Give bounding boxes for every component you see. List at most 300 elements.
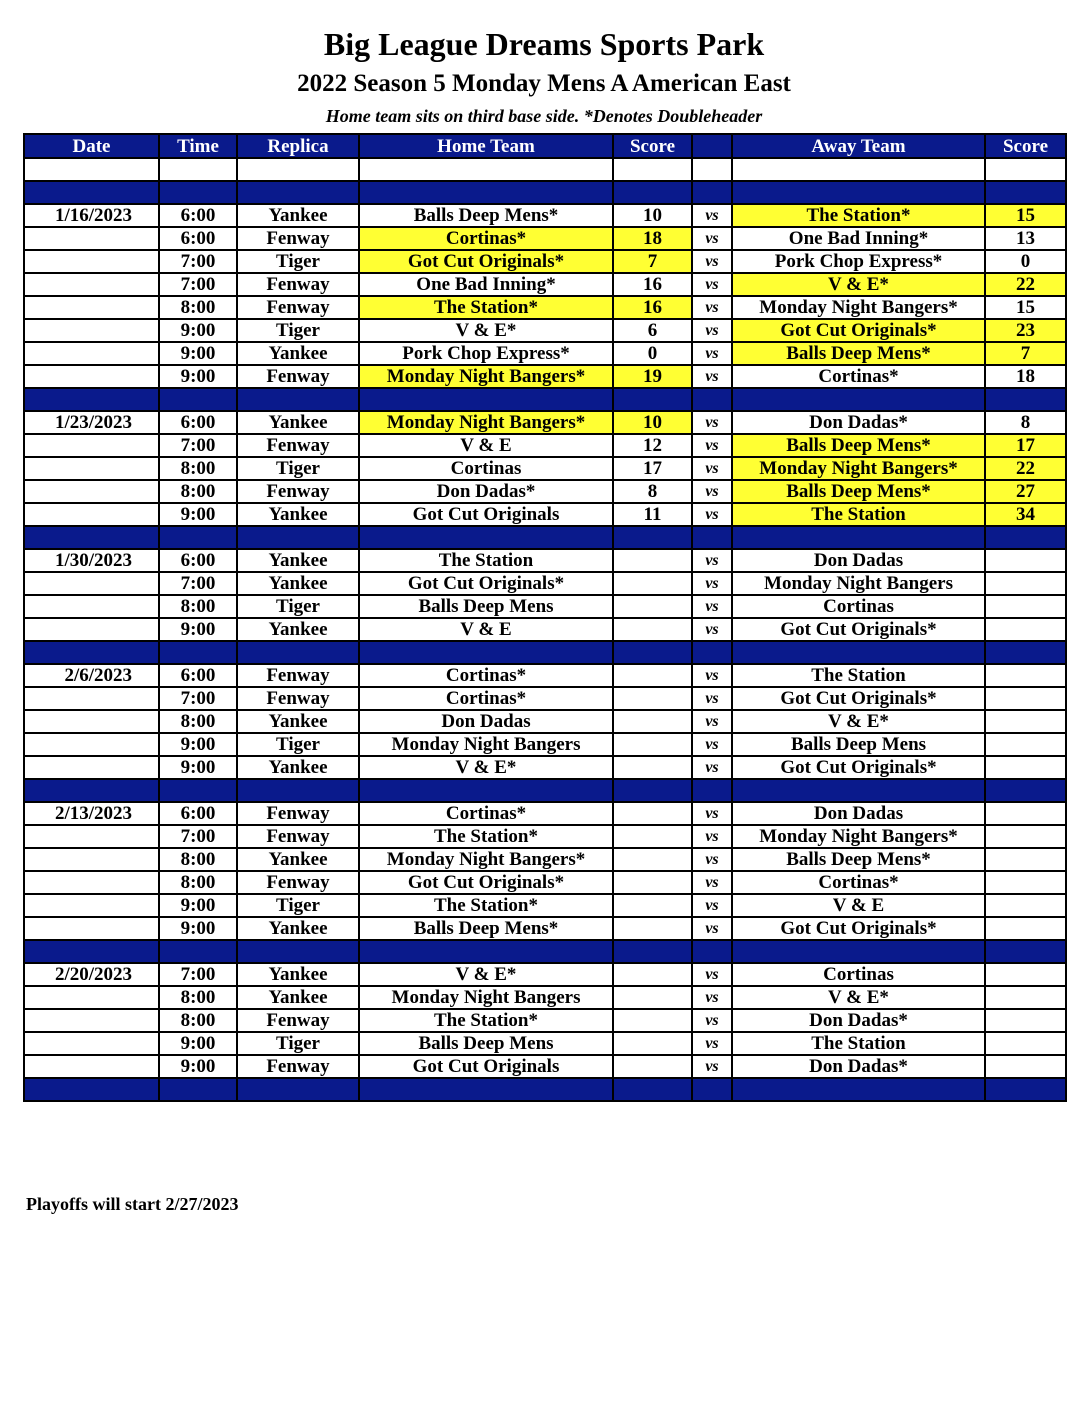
away-score-cell: 13 [985, 227, 1066, 250]
away-team-cell: Don Dadas* [732, 1009, 985, 1032]
date-cell [24, 319, 159, 342]
away-score-cell: 18 [985, 365, 1066, 388]
away-team-cell: One Bad Inning* [732, 227, 985, 250]
away-team-cell: Don Dadas [732, 549, 985, 572]
week-separator-row [24, 940, 1066, 963]
vs-cell: vs [692, 1032, 732, 1055]
game-row [24, 296, 1066, 319]
vs-cell: vs [692, 273, 732, 296]
separator-cell [159, 1078, 237, 1101]
vs-cell: vs [692, 342, 732, 365]
time-cell: 9:00 [159, 733, 237, 756]
vs-cell: vs [692, 618, 732, 641]
game-row [24, 595, 1066, 618]
game-row [24, 1009, 1066, 1032]
home-score-cell [613, 595, 692, 618]
separator-cell [985, 940, 1066, 963]
separator-cell [613, 940, 692, 963]
separator-cell [692, 526, 732, 549]
time-cell: 7:00 [159, 825, 237, 848]
separator-cell [159, 641, 237, 664]
game-row [24, 687, 1066, 710]
date-cell [24, 227, 159, 250]
game-row [24, 710, 1066, 733]
away-team-cell: V & E [732, 894, 985, 917]
separator-cell [24, 641, 159, 664]
home-team-cell: Got Cut Originals* [359, 572, 613, 595]
replica-cell: Fenway [237, 227, 359, 250]
home-team-cell: One Bad Inning* [359, 273, 613, 296]
separator-cell [732, 940, 985, 963]
game-row [24, 756, 1066, 779]
vs-cell: vs [692, 1009, 732, 1032]
date-cell [24, 917, 159, 940]
separator-cell [732, 388, 985, 411]
time-cell: 6:00 [159, 227, 237, 250]
replica-cell: Fenway [237, 802, 359, 825]
time-cell: 7:00 [159, 963, 237, 986]
separator-cell [24, 779, 159, 802]
separator-cell [613, 779, 692, 802]
game-row [24, 871, 1066, 894]
home-score-cell: 8 [613, 480, 692, 503]
home-team-cell: Monday Night Bangers [359, 986, 613, 1009]
col-header-away-team: Away Team [732, 134, 985, 158]
game-row [24, 549, 1066, 572]
game-row [24, 503, 1066, 526]
date-cell [24, 250, 159, 273]
home-score-cell [613, 1032, 692, 1055]
home-score-cell: 7 [613, 250, 692, 273]
time-cell: 8:00 [159, 848, 237, 871]
game-row [24, 1032, 1066, 1055]
blank-cell [359, 158, 613, 181]
separator-cell [985, 779, 1066, 802]
home-team-cell: Monday Night Bangers [359, 733, 613, 756]
time-cell: 7:00 [159, 250, 237, 273]
game-row [24, 917, 1066, 940]
vs-cell: vs [692, 917, 732, 940]
away-score-cell [985, 756, 1066, 779]
separator-cell [237, 181, 359, 204]
separator-cell [159, 181, 237, 204]
home-score-cell: 16 [613, 273, 692, 296]
time-cell: 8:00 [159, 710, 237, 733]
home-score-cell [613, 894, 692, 917]
away-score-cell [985, 618, 1066, 641]
col-header-replica: Replica [237, 134, 359, 158]
blank-cell [24, 158, 159, 181]
away-team-cell: The Station [732, 664, 985, 687]
replica-cell: Fenway [237, 480, 359, 503]
home-team-cell: The Station* [359, 296, 613, 319]
away-team-cell: Cortinas* [732, 871, 985, 894]
away-team-cell: Got Cut Originals* [732, 917, 985, 940]
replica-cell: Yankee [237, 618, 359, 641]
home-team-cell: Pork Chop Express* [359, 342, 613, 365]
date-cell [24, 825, 159, 848]
away-team-cell: Balls Deep Mens [732, 733, 985, 756]
away-score-cell [985, 549, 1066, 572]
separator-cell [732, 1078, 985, 1101]
vs-cell: vs [692, 503, 732, 526]
home-score-cell: 19 [613, 365, 692, 388]
game-row [24, 618, 1066, 641]
time-cell: 6:00 [159, 204, 237, 227]
home-score-cell [613, 572, 692, 595]
game-row [24, 342, 1066, 365]
vs-cell: vs [692, 687, 732, 710]
time-cell: 6:00 [159, 549, 237, 572]
away-team-cell: Balls Deep Mens* [732, 342, 985, 365]
separator-cell [359, 779, 613, 802]
home-team-cell: Cortinas* [359, 664, 613, 687]
game-row [24, 411, 1066, 434]
away-score-cell: 22 [985, 273, 1066, 296]
game-row [24, 365, 1066, 388]
game-row [24, 733, 1066, 756]
time-cell: 7:00 [159, 434, 237, 457]
home-team-cell: V & E [359, 434, 613, 457]
game-row [24, 963, 1066, 986]
away-team-cell: Cortinas* [732, 365, 985, 388]
separator-cell [237, 641, 359, 664]
date-cell: 1/30/2023 [24, 549, 159, 572]
home-score-cell [613, 802, 692, 825]
away-score-cell: 8 [985, 411, 1066, 434]
separator-cell [359, 181, 613, 204]
separator-cell [732, 779, 985, 802]
page-title: Big League Dreams Sports Park [323, 26, 765, 62]
replica-cell: Yankee [237, 710, 359, 733]
vs-cell: vs [692, 894, 732, 917]
date-cell [24, 1032, 159, 1055]
date-cell [24, 503, 159, 526]
date-cell [24, 296, 159, 319]
separator-cell [359, 940, 613, 963]
time-cell: 9:00 [159, 503, 237, 526]
away-team-cell: V & E* [732, 986, 985, 1009]
home-score-cell [613, 549, 692, 572]
date-cell [24, 687, 159, 710]
vs-cell: vs [692, 365, 732, 388]
schedule-table [23, 133, 1067, 1102]
separator-cell [359, 1078, 613, 1101]
home-score-cell: 12 [613, 434, 692, 457]
away-score-cell: 17 [985, 434, 1066, 457]
replica-cell: Fenway [237, 296, 359, 319]
away-score-cell: 7 [985, 342, 1066, 365]
away-score-cell [985, 1032, 1066, 1055]
away-team-cell: Monday Night Bangers [732, 572, 985, 595]
vs-cell: vs [692, 595, 732, 618]
home-score-cell: 16 [613, 296, 692, 319]
vs-cell: vs [692, 756, 732, 779]
date-cell: 2/6/2023 [24, 664, 159, 687]
blank-cell [732, 158, 985, 181]
date-cell [24, 1009, 159, 1032]
away-score-cell [985, 871, 1066, 894]
game-row [24, 434, 1066, 457]
away-team-cell: The Station* [732, 204, 985, 227]
replica-cell: Yankee [237, 342, 359, 365]
time-cell: 9:00 [159, 917, 237, 940]
away-team-cell: Don Dadas [732, 802, 985, 825]
away-score-cell: 22 [985, 457, 1066, 480]
game-row [24, 319, 1066, 342]
home-team-cell: The Station [359, 549, 613, 572]
date-cell [24, 365, 159, 388]
separator-cell [359, 526, 613, 549]
blank-cell [613, 158, 692, 181]
game-row [24, 273, 1066, 296]
schedule-note: Home team sits on third base side. *Denotes Doubleheader [325, 106, 763, 126]
game-row [24, 572, 1066, 595]
replica-cell: Fenway [237, 1055, 359, 1078]
separator-cell [692, 641, 732, 664]
replica-cell: Yankee [237, 411, 359, 434]
replica-cell: Fenway [237, 1009, 359, 1032]
away-team-cell: The Station [732, 1032, 985, 1055]
col-header-date: Date [24, 134, 159, 158]
date-cell [24, 434, 159, 457]
week-separator-row [24, 388, 1066, 411]
home-team-cell: Monday Night Bangers* [359, 365, 613, 388]
separator-cell [237, 940, 359, 963]
away-team-cell: Balls Deep Mens* [732, 434, 985, 457]
date-cell: 2/13/2023 [24, 802, 159, 825]
home-team-cell: Cortinas* [359, 227, 613, 250]
vs-cell: vs [692, 319, 732, 342]
separator-cell [237, 1078, 359, 1101]
separator-cell [613, 388, 692, 411]
separator-cell [24, 181, 159, 204]
separator-cell [692, 388, 732, 411]
time-cell: 9:00 [159, 618, 237, 641]
date-cell: 1/23/2023 [24, 411, 159, 434]
date-cell: 2/20/2023 [24, 963, 159, 986]
home-score-cell [613, 618, 692, 641]
vs-cell: vs [692, 871, 732, 894]
time-cell: 9:00 [159, 756, 237, 779]
away-team-cell: V & E* [732, 273, 985, 296]
separator-cell [985, 1078, 1066, 1101]
vs-cell: vs [692, 549, 732, 572]
home-team-cell: Got Cut Originals [359, 503, 613, 526]
vs-cell: vs [692, 480, 732, 503]
replica-cell: Fenway [237, 434, 359, 457]
home-score-cell: 17 [613, 457, 692, 480]
away-team-cell: Got Cut Originals* [732, 618, 985, 641]
time-cell: 9:00 [159, 894, 237, 917]
blank-cell [692, 158, 732, 181]
home-score-cell [613, 664, 692, 687]
away-score-cell [985, 1055, 1066, 1078]
replica-cell: Fenway [237, 273, 359, 296]
home-team-cell: V & E* [359, 756, 613, 779]
away-score-cell: 15 [985, 204, 1066, 227]
away-team-cell: Cortinas [732, 963, 985, 986]
separator-cell [24, 1078, 159, 1101]
replica-cell: Fenway [237, 687, 359, 710]
vs-cell: vs [692, 296, 732, 319]
away-team-cell: Monday Night Bangers* [732, 296, 985, 319]
away-score-cell: 15 [985, 296, 1066, 319]
replica-cell: Tiger [237, 250, 359, 273]
time-cell: 7:00 [159, 572, 237, 595]
blank-cell [985, 158, 1066, 181]
date-cell [24, 871, 159, 894]
time-cell: 8:00 [159, 457, 237, 480]
away-score-cell [985, 664, 1066, 687]
home-team-cell: Cortinas* [359, 687, 613, 710]
home-score-cell: 0 [613, 342, 692, 365]
home-team-cell: V & E [359, 618, 613, 641]
game-row [24, 986, 1066, 1009]
week-separator-row [24, 779, 1066, 802]
game-row [24, 825, 1066, 848]
col-header-time: Time [159, 134, 237, 158]
home-team-cell: Balls Deep Mens [359, 595, 613, 618]
blank-cell [237, 158, 359, 181]
away-team-cell: Got Cut Originals* [732, 756, 985, 779]
away-score-cell [985, 963, 1066, 986]
time-cell: 9:00 [159, 319, 237, 342]
away-score-cell [985, 733, 1066, 756]
vs-cell: vs [692, 825, 732, 848]
time-cell: 9:00 [159, 1032, 237, 1055]
away-score-cell [985, 802, 1066, 825]
time-cell: 7:00 [159, 273, 237, 296]
week-separator-row [24, 526, 1066, 549]
home-score-cell [613, 917, 692, 940]
home-team-cell: The Station* [359, 825, 613, 848]
away-score-cell [985, 687, 1066, 710]
away-score-cell [985, 595, 1066, 618]
away-team-cell: Cortinas [732, 595, 985, 618]
home-team-cell: Monday Night Bangers* [359, 411, 613, 434]
separator-cell [237, 779, 359, 802]
replica-cell: Yankee [237, 572, 359, 595]
time-cell: 9:00 [159, 1055, 237, 1078]
away-score-cell: 23 [985, 319, 1066, 342]
separator-cell [732, 641, 985, 664]
time-cell: 8:00 [159, 480, 237, 503]
home-score-cell [613, 687, 692, 710]
replica-cell: Tiger [237, 457, 359, 480]
separator-cell [985, 526, 1066, 549]
vs-cell: vs [692, 963, 732, 986]
game-row [24, 204, 1066, 227]
date-cell [24, 733, 159, 756]
home-score-cell [613, 871, 692, 894]
schedule-body [24, 158, 1066, 1101]
col-header-away-score: Score [985, 134, 1066, 158]
separator-cell [985, 181, 1066, 204]
date-cell [24, 457, 159, 480]
home-score-cell [613, 986, 692, 1009]
vs-cell: vs [692, 986, 732, 1009]
date-cell [24, 595, 159, 618]
separator-cell [613, 641, 692, 664]
time-cell: 8:00 [159, 986, 237, 1009]
home-score-cell [613, 1009, 692, 1032]
col-header-vs [692, 134, 732, 158]
home-score-cell [613, 733, 692, 756]
home-team-cell: V & E* [359, 319, 613, 342]
home-score-cell: 6 [613, 319, 692, 342]
blank-row [24, 158, 1066, 181]
separator-cell [732, 181, 985, 204]
away-score-cell: 0 [985, 250, 1066, 273]
away-score-cell: 34 [985, 503, 1066, 526]
home-team-cell: Cortinas [359, 457, 613, 480]
date-cell [24, 1055, 159, 1078]
date-cell [24, 273, 159, 296]
replica-cell: Yankee [237, 917, 359, 940]
replica-cell: Yankee [237, 549, 359, 572]
home-team-cell: Don Dadas [359, 710, 613, 733]
away-team-cell: Don Dadas* [732, 411, 985, 434]
date-cell [24, 342, 159, 365]
away-team-cell: Balls Deep Mens* [732, 480, 985, 503]
date-cell: 1/16/2023 [24, 204, 159, 227]
date-cell [24, 618, 159, 641]
vs-cell: vs [692, 848, 732, 871]
replica-cell: Yankee [237, 503, 359, 526]
vs-cell: vs [692, 664, 732, 687]
vs-cell: vs [692, 457, 732, 480]
separator-cell [237, 526, 359, 549]
week-separator-row [24, 181, 1066, 204]
separator-cell [732, 526, 985, 549]
game-row [24, 250, 1066, 273]
separator-cell [613, 1078, 692, 1101]
away-score-cell [985, 1009, 1066, 1032]
time-cell: 8:00 [159, 871, 237, 894]
date-cell [24, 710, 159, 733]
game-row [24, 227, 1066, 250]
away-team-cell: Monday Night Bangers* [732, 457, 985, 480]
home-team-cell: The Station* [359, 894, 613, 917]
vs-cell: vs [692, 572, 732, 595]
home-team-cell: Cortinas* [359, 802, 613, 825]
away-team-cell: Monday Night Bangers* [732, 825, 985, 848]
time-cell: 9:00 [159, 365, 237, 388]
game-row [24, 848, 1066, 871]
vs-cell: vs [692, 1055, 732, 1078]
home-team-cell: Got Cut Originals [359, 1055, 613, 1078]
away-score-cell [985, 825, 1066, 848]
home-team-cell: Monday Night Bangers* [359, 848, 613, 871]
game-row [24, 1055, 1066, 1078]
separator-cell [159, 940, 237, 963]
time-cell: 9:00 [159, 342, 237, 365]
time-cell: 8:00 [159, 1009, 237, 1032]
header-row [24, 134, 1066, 158]
home-team-cell: Don Dadas* [359, 480, 613, 503]
separator-cell [692, 779, 732, 802]
blank-cell [159, 158, 237, 181]
time-cell: 8:00 [159, 296, 237, 319]
game-row [24, 457, 1066, 480]
replica-cell: Fenway [237, 825, 359, 848]
date-cell [24, 480, 159, 503]
replica-cell: Fenway [237, 365, 359, 388]
col-header-home-team: Home Team [359, 134, 613, 158]
away-team-cell: V & E* [732, 710, 985, 733]
date-cell [24, 848, 159, 871]
